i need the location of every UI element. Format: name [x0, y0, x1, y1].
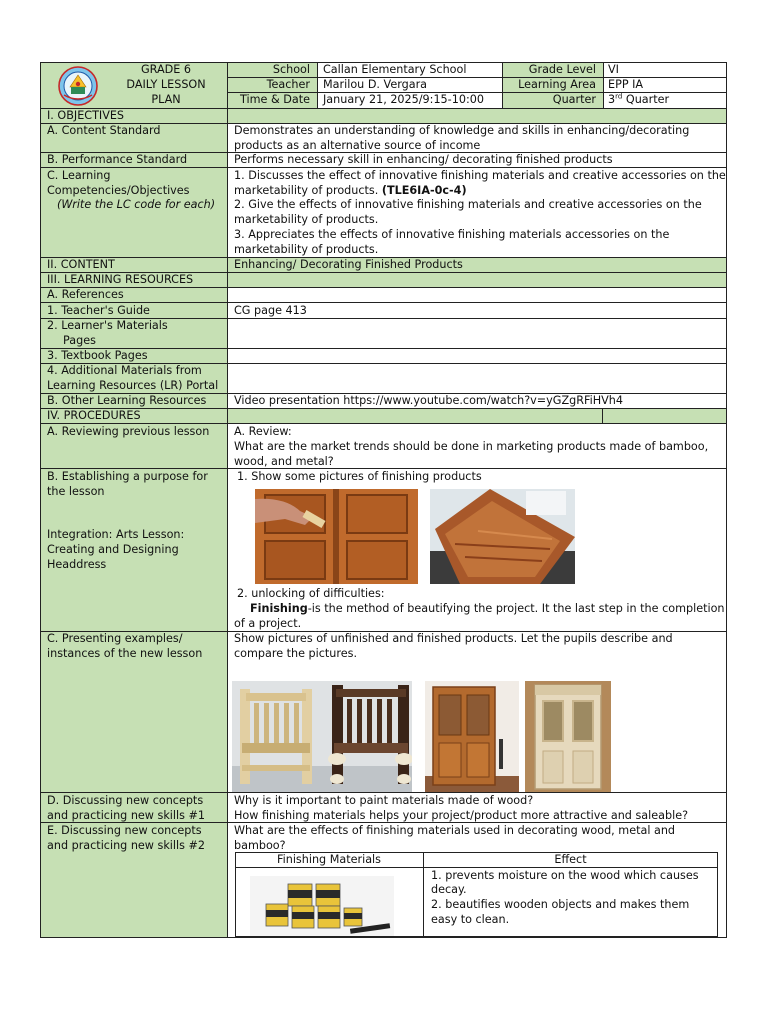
- row-line: [40, 408, 727, 409]
- content-standard-line2: products as an alternative source of income: [234, 139, 481, 152]
- finishing-term: Finishing: [250, 602, 308, 615]
- additional-label-2: Learning Resources (LR) Portal: [47, 379, 219, 392]
- lc-code: (TLE6IA-0c-4): [381, 184, 467, 197]
- learning-area-label: Learning Area: [518, 78, 596, 91]
- lc-label-line2: Competencies/Objectives: [47, 184, 190, 197]
- integration-line3: Headdress: [47, 558, 107, 571]
- proc-e-label: E. Discussing new concepts: [47, 824, 202, 837]
- proc-a-label: A. Reviewing previous lesson: [47, 425, 210, 438]
- objectives-heading: I. OBJECTIVES: [47, 109, 125, 122]
- teacher-label: Teacher: [266, 78, 310, 91]
- proc-e-line1: What are the effects of finishing materials used in decorating wood, metal and: [234, 824, 676, 837]
- teachers-guide-label: 1. Teacher's Guide: [47, 304, 150, 317]
- lc3-line2: marketability of products.: [234, 243, 379, 256]
- performance-label: B. Performance Standard: [47, 153, 188, 166]
- time-value: January 21, 2025/9:15-10:00: [323, 93, 484, 106]
- school-value: Callan Elementary School: [323, 63, 467, 76]
- proc-d-label: D. Discussing new concepts: [47, 794, 204, 807]
- proc-b-line2: 2. unlocking of difficulties:: [237, 587, 385, 600]
- time-label: Time & Date: [240, 93, 310, 106]
- quarter-suffix: rd: [615, 92, 623, 101]
- teachers-guide-value: CG page 413: [234, 304, 307, 317]
- photo-unfinished-cabinet: [525, 681, 611, 792]
- references-label: A. References: [47, 288, 124, 301]
- learners-materials-label-2: Pages: [63, 334, 96, 347]
- proc-d-line2: How finishing materials helps your project/product more attractive and saleable?: [234, 809, 689, 822]
- proc-a-line2: What are the market trends should be done in marketing products made of bamboo,: [234, 440, 709, 453]
- other-resources-value[interactable]: Video presentation https://www.youtube.com/watch?v=yGZgRFiHVh4: [234, 394, 623, 407]
- proc-d-line1: Why is it important to paint materials made of wood?: [234, 794, 534, 807]
- lc-label-line1: C. Learning: [47, 169, 111, 182]
- row-line: [40, 287, 727, 288]
- proc-a-line3: wood, and metal?: [234, 455, 334, 468]
- header-divider: [502, 62, 503, 108]
- lc1-text: marketability of products.: [234, 184, 382, 197]
- proc-a-line1: A. Review:: [234, 425, 292, 438]
- learners-materials-label: 2. Learner's Materials: [47, 319, 168, 332]
- grade-subtitle: DAILY LESSON: [126, 78, 206, 91]
- content-value: Enhancing/ Decorating Finished Products: [234, 258, 463, 271]
- proc-c-label: C. Presenting examples/: [47, 632, 183, 645]
- grade-subtitle-2: PLAN: [151, 93, 181, 106]
- procedures-heading: IV. PROCEDURES: [47, 409, 141, 422]
- effect1-line1: 1. prevents moisture on the wood which causes: [431, 869, 699, 882]
- row-line: [40, 108, 727, 109]
- content-standard-line1: Demonstrates an understanding of knowledge and skills in enhancing/decorating: [234, 124, 690, 137]
- resources-heading: III. LEARNING RESOURCES: [47, 273, 194, 286]
- lc2-line2: marketability of products.: [234, 213, 379, 226]
- lc1-line1: 1. Discusses the effect of innovative finishing materials and creative accessories on the: [234, 169, 726, 182]
- learning-area-value: EPP IA: [608, 78, 644, 91]
- photo-varnishing-door: [255, 489, 418, 584]
- proc-c-line2: compare the pictures.: [234, 647, 358, 660]
- table-col-effect: Effect: [554, 853, 587, 866]
- proc-e-label-2: and practicing new skills #2: [47, 839, 206, 852]
- finishing-def-text: -is the method of beautifying the project. It the last step in the completion: [307, 602, 725, 615]
- finishing-definition-2: of a project.: [234, 617, 302, 630]
- teacher-value: Marilou D. Vergara: [323, 78, 428, 91]
- lc1-line2: [234, 183, 467, 198]
- proc-b-label-2: the lesson: [47, 485, 105, 498]
- quarter-value: [608, 92, 669, 107]
- textbook-label: 3. Textbook Pages: [47, 349, 148, 362]
- procedures-divider: [602, 408, 603, 423]
- proc-c-label-2: instances of the new lesson: [47, 647, 203, 660]
- proc-b-line1: 1. Show some pictures of finishing products: [237, 470, 482, 483]
- effect1-line2: decay.: [431, 883, 467, 896]
- school-logo: [55, 66, 101, 106]
- quarter-word: Quarter: [622, 93, 670, 106]
- photo-bamboo-chairs: [232, 681, 412, 792]
- proc-b-label: B. Establishing a purpose for: [47, 470, 208, 483]
- integration-line1: Integration: Arts Lesson:: [47, 528, 185, 541]
- table-col-materials: Finishing Materials: [277, 853, 381, 866]
- proc-d-label-2: and practicing new skills #1: [47, 809, 206, 822]
- proc-e-line2: bamboo?: [234, 839, 286, 852]
- photo-varnished-board: [430, 489, 575, 584]
- quarter-label: Quarter: [552, 93, 596, 106]
- header-divider: [317, 62, 318, 108]
- performance-value: Performs necessary skill in enhancing/ decorating finished products: [234, 153, 613, 166]
- quarter-number: 3: [608, 93, 616, 106]
- effect2-line2: easy to clean.: [431, 913, 510, 926]
- lc3-line1: 3. Appreciates the effects of innovative finishing materials accessories on the: [234, 228, 670, 241]
- lc2-line1: 2. Give the effects of innovative finishing materials and creative accessories on the: [234, 198, 702, 211]
- content-standard-label: A. Content Standard: [47, 124, 161, 137]
- finishing-definition: [250, 601, 725, 616]
- proc-c-line1: Show pictures of unfinished and finished products. Let the pupils describe and: [234, 632, 673, 645]
- content-heading: II. CONTENT: [47, 258, 115, 271]
- school-label: School: [272, 63, 310, 76]
- photo-finished-cabinet: [425, 681, 519, 792]
- grade-level-label: Grade Level: [528, 63, 596, 76]
- photo-paint-cans: [250, 876, 394, 936]
- additional-label: 4. Additional Materials from: [47, 364, 202, 377]
- col-divider: [227, 62, 228, 938]
- header-divider: [603, 62, 604, 108]
- effect2-line1: 2. beautifies wooden objects and makes them: [431, 898, 690, 911]
- other-resources-label: B. Other Learning Resources: [47, 394, 207, 407]
- integration-line2: Creating and Designing: [47, 543, 179, 556]
- lc-label-line3: (Write the LC code for each): [57, 198, 216, 211]
- grade-title: GRADE 6: [141, 63, 191, 76]
- grade-level-value: VI: [608, 63, 619, 76]
